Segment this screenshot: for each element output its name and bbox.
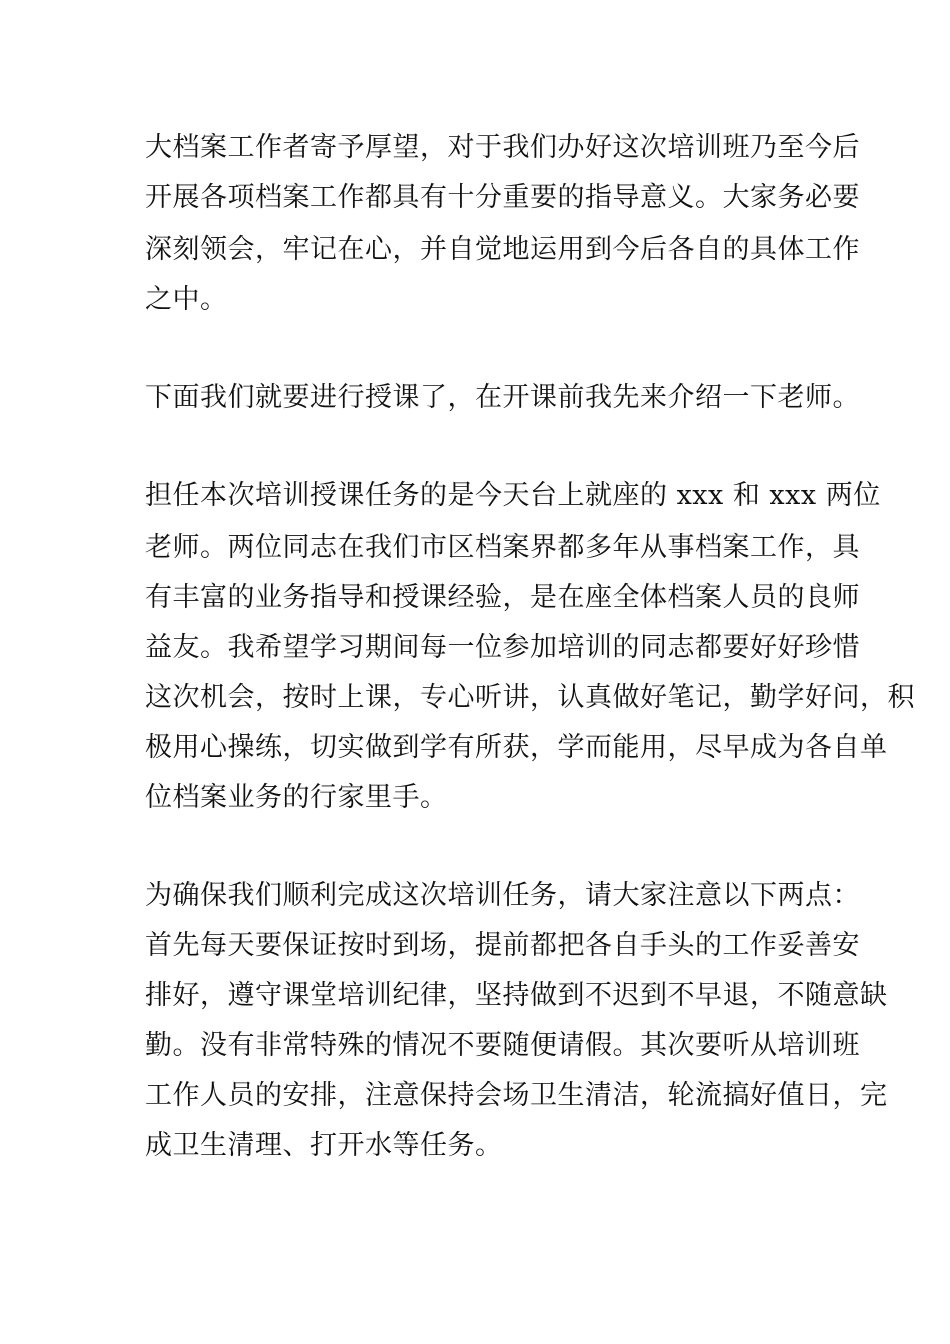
paragraph-3-line-4: 益友。我希望学习期间每一位参加培训的同志都要好好珍惜 (145, 632, 860, 663)
paragraph-1-line-3: 深刻领会，牢记在心，并自觉地运用到今后各自的具体工作 (145, 234, 860, 265)
paragraph-4-line-2: 首先每天要保证按时到场，提前都把各自手头的工作妥善安 (145, 930, 860, 961)
paragraph-3-line-6: 极用心操练，切实做到学有所获，学而能用，尽早成为各自单 (145, 732, 888, 763)
paragraph-3-line-7: 位档案业务的行家里手。 (145, 782, 448, 813)
paragraph-4-line-6: 成卫生清理、打开水等任务。 (145, 1130, 503, 1161)
paragraph-3-line-5: 这次机会，按时上课，专心听讲，认真做好笔记，勤学好问，积 (145, 682, 915, 713)
paragraph-4-line-1: 为确保我们顺利完成这次培训任务，请大家注意以下两点： (145, 880, 860, 911)
paragraph-3-line-1: 担任本次培训授课任务的是今天台上就座的 xxx 和 xxx 两位 (145, 480, 881, 511)
paragraph-4-line-5: 工作人员的安排，注意保持会场卫生清洁，轮流搞好值日，完 (145, 1080, 888, 1111)
paragraph-3-line-3: 有丰富的业务指导和授课经验，是在座全体档案人员的良师 (145, 582, 860, 613)
paragraph-2-line-1: 下面我们就要进行授课了，在开课前我先来介绍一下老师。 (145, 382, 860, 413)
paragraph-3-line-2: 老师。两位同志在我们市区档案界都多年从事档案工作，具 (145, 532, 860, 563)
paragraph-1-line-2: 开展各项档案工作都具有十分重要的指导意义。大家务必要 (145, 182, 860, 213)
paragraph-1-line-4: 之中。 (145, 284, 228, 315)
paragraph-4-line-3: 排好，遵守课堂培训纪律，坚持做到不迟到不早退，不随意缺 (145, 980, 888, 1011)
paragraph-4-line-4: 勤。没有非常特殊的情况不要随便请假。其次要听从培训班 (145, 1030, 860, 1061)
paragraph-1-line-1: 大档案工作者寄予厚望，对于我们办好这次培训班乃至今后 (145, 132, 860, 163)
